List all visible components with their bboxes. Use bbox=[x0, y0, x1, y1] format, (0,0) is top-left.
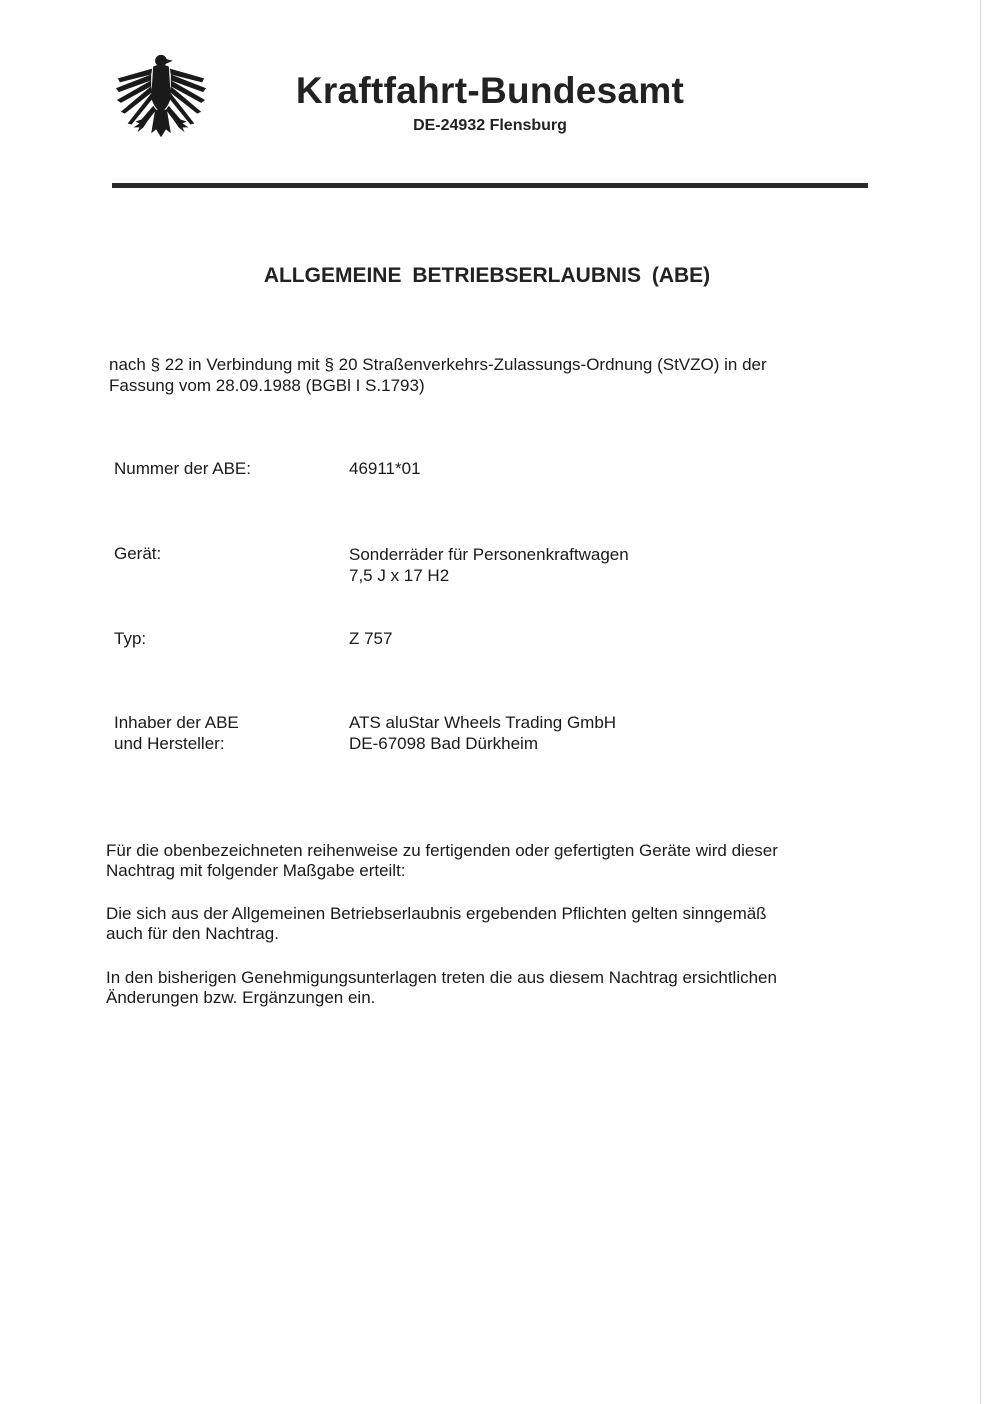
paragraph-grant: Für die obenbezeichneten reihenweise zu fertigenden oder gefertigten Geräte wird dieser Nachtrag mit folgender Maßgabe erteilt: bbox=[106, 841, 778, 880]
field-label-type: Typ: bbox=[114, 629, 147, 648]
organization-address: DE-24932 Flensburg bbox=[413, 117, 567, 134]
field-label-device: Gerät: bbox=[114, 544, 162, 563]
document-title: ALLGEMEINE BETRIEBSERLAUBNIS (ABE) bbox=[263, 264, 711, 287]
header-divider bbox=[112, 183, 868, 188]
field-value-type: Z 757 bbox=[349, 629, 393, 648]
federal-eagle-icon bbox=[112, 48, 210, 148]
legal-basis-text: nach § 22 in Verbindung mit § 20 Straßenverkehrs-Zulassungs-Ordnung (StVZO) in der Fassung vom 28.09.1988 (BGBl I S.1793) bbox=[109, 355, 767, 395]
field-label-holder: Inhaber der ABE und Hersteller: bbox=[114, 713, 239, 753]
field-value-holder: ATS aluStar Wheels Trading GmbH DE-67098 Bad Dürkheim bbox=[349, 713, 617, 753]
field-label-abe-number: Nummer der ABE: bbox=[114, 459, 251, 478]
field-value-device: Sonderräder für Personenkraftwagen 7,5 J x 17 H2 bbox=[349, 545, 629, 585]
organization-name: Kraftfahrt-Bundesamt bbox=[295, 70, 685, 111]
paragraph-amendments: In den bisherigen Genehmigungsunterlagen treten die aus diesem Nachtrag ersichtlichen Änderungen bzw. Ergänzungen ein. bbox=[106, 968, 777, 1007]
scan-edge-line bbox=[980, 0, 981, 1404]
field-value-abe-number: 46911*01 bbox=[349, 459, 421, 478]
paragraph-obligations: Die sich aus der Allgemeinen Betriebserlaubnis ergebenden Pflichten gelten sinngemäß auch für den Nachtrag. bbox=[106, 904, 767, 943]
